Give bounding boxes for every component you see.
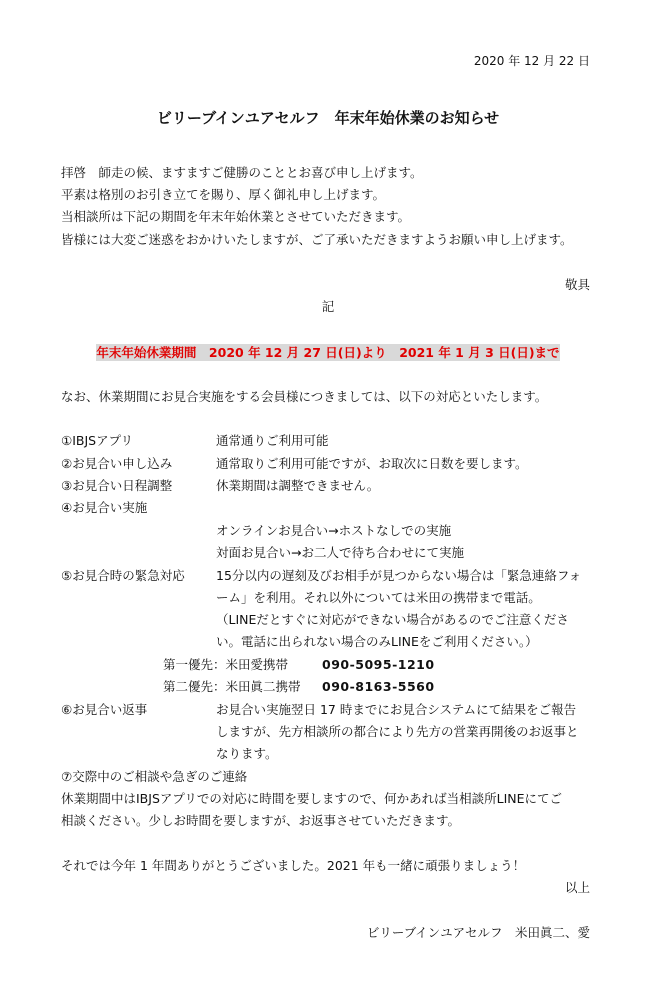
item-4-line: オンラインお見合い→ホストなしでの実施 — [216, 523, 452, 538]
item-7-label: ⑦交際中のご相談や急ぎのご連絡 — [61, 769, 248, 784]
note-text: なお、休業期間にお見合実施をする会員様につきましては、以下の対応といたします。 — [61, 389, 548, 404]
document-title: ビリーブインユアセルフ 年末年始休業のお知らせ — [156, 109, 500, 127]
item-5-line: い。電話に出られない場合のみLINEをご利用ください。） — [216, 634, 538, 649]
intro-line: 当相談所は下記の期間を年末年始休業とさせていただきます。 — [61, 209, 411, 224]
intro-line: 平素は格別のお引き立てを賜り、厚く御礼申し上げます。 — [61, 187, 386, 202]
holiday-period-text: 年末年始休業期間 2020 年 12 月 27 日(日)より 2021 年 1 月 3 日(日)まで — [96, 345, 560, 360]
item-1-value: 通常通りご利用可能 — [216, 433, 329, 448]
closing-text: それでは今年 1 年間ありがとうございました。2021 年も一緒に頑張りましょう！ — [61, 858, 526, 873]
item-5-line: （LINEだとすぐに対応ができない場合があるのでご注意くださ — [216, 612, 569, 627]
item-5-label: ⑤お見合時の緊急対応 — [61, 568, 185, 583]
item-6-line: なります。 — [216, 746, 278, 761]
ki-heading: 記 — [321, 299, 335, 314]
item-7-line: 休業期間中はIBJSアプリでの対応に時間を要しますので、何かあれば当相談所LINEにてご — [61, 791, 563, 806]
ijou: 以上 — [564, 880, 590, 895]
keigu: 敬具 — [564, 277, 590, 292]
intro-line: 拝啓 師走の候、ますますご健勝のこととお喜び申し上げます。 — [61, 165, 423, 180]
item-3-label: ③お見合い日程調整 — [61, 478, 173, 493]
contact-2-label: 第二優先：米田眞二携帯 — [163, 679, 301, 694]
document-date: 2020 年 12 月 22 日 — [473, 54, 590, 68]
holiday-period — [0, 345, 656, 361]
item-5-line: 15分以内の遅刻及びお相手が見つからない場合は「緊急連絡フォ — [216, 568, 582, 583]
intro-line: 皆様には大変ご迷惑をおかけいたしますが、ご了承いただきますようお願い申し上げます。 — [61, 232, 573, 247]
item-1-label: ①IBJSアプリ — [61, 433, 134, 448]
item-2-label: ②お見合い申し込み — [61, 456, 173, 471]
item-4-label: ④お見合い実施 — [61, 500, 148, 515]
contact-1-phone: 090-5095-1210 — [322, 657, 435, 672]
item-5-line: ーム」を利用。それ以外については米田の携帯まで電話。 — [216, 590, 541, 605]
item-6-label: ⑥お見合い返事 — [61, 702, 148, 717]
contact-1-label: 第一優先：米田愛携帯 — [163, 657, 289, 672]
item-6-line: しますが、先方相談所の都合により先方の営業再開後のお返事と — [216, 724, 579, 739]
item-7-line: 相談ください。少しお時間を要しますが、お返事させていただきます。 — [61, 813, 461, 828]
item-3-value: 休業期間は調整できません。 — [216, 478, 380, 493]
contact-2-phone: 090-8163-5560 — [322, 679, 435, 694]
signature: ビリーブインユアセルフ 米田眞二、愛 — [366, 925, 590, 940]
item-6-line: お見合い実施翌日 17 時までにお見合システムにて結果をご報告 — [216, 702, 577, 717]
item-4-line: 対面お見合い→お二人で待ち合わせにて実施 — [216, 545, 464, 560]
item-2-value: 通常取りご利用可能ですが、お取次に日数を要します。 — [216, 456, 528, 471]
